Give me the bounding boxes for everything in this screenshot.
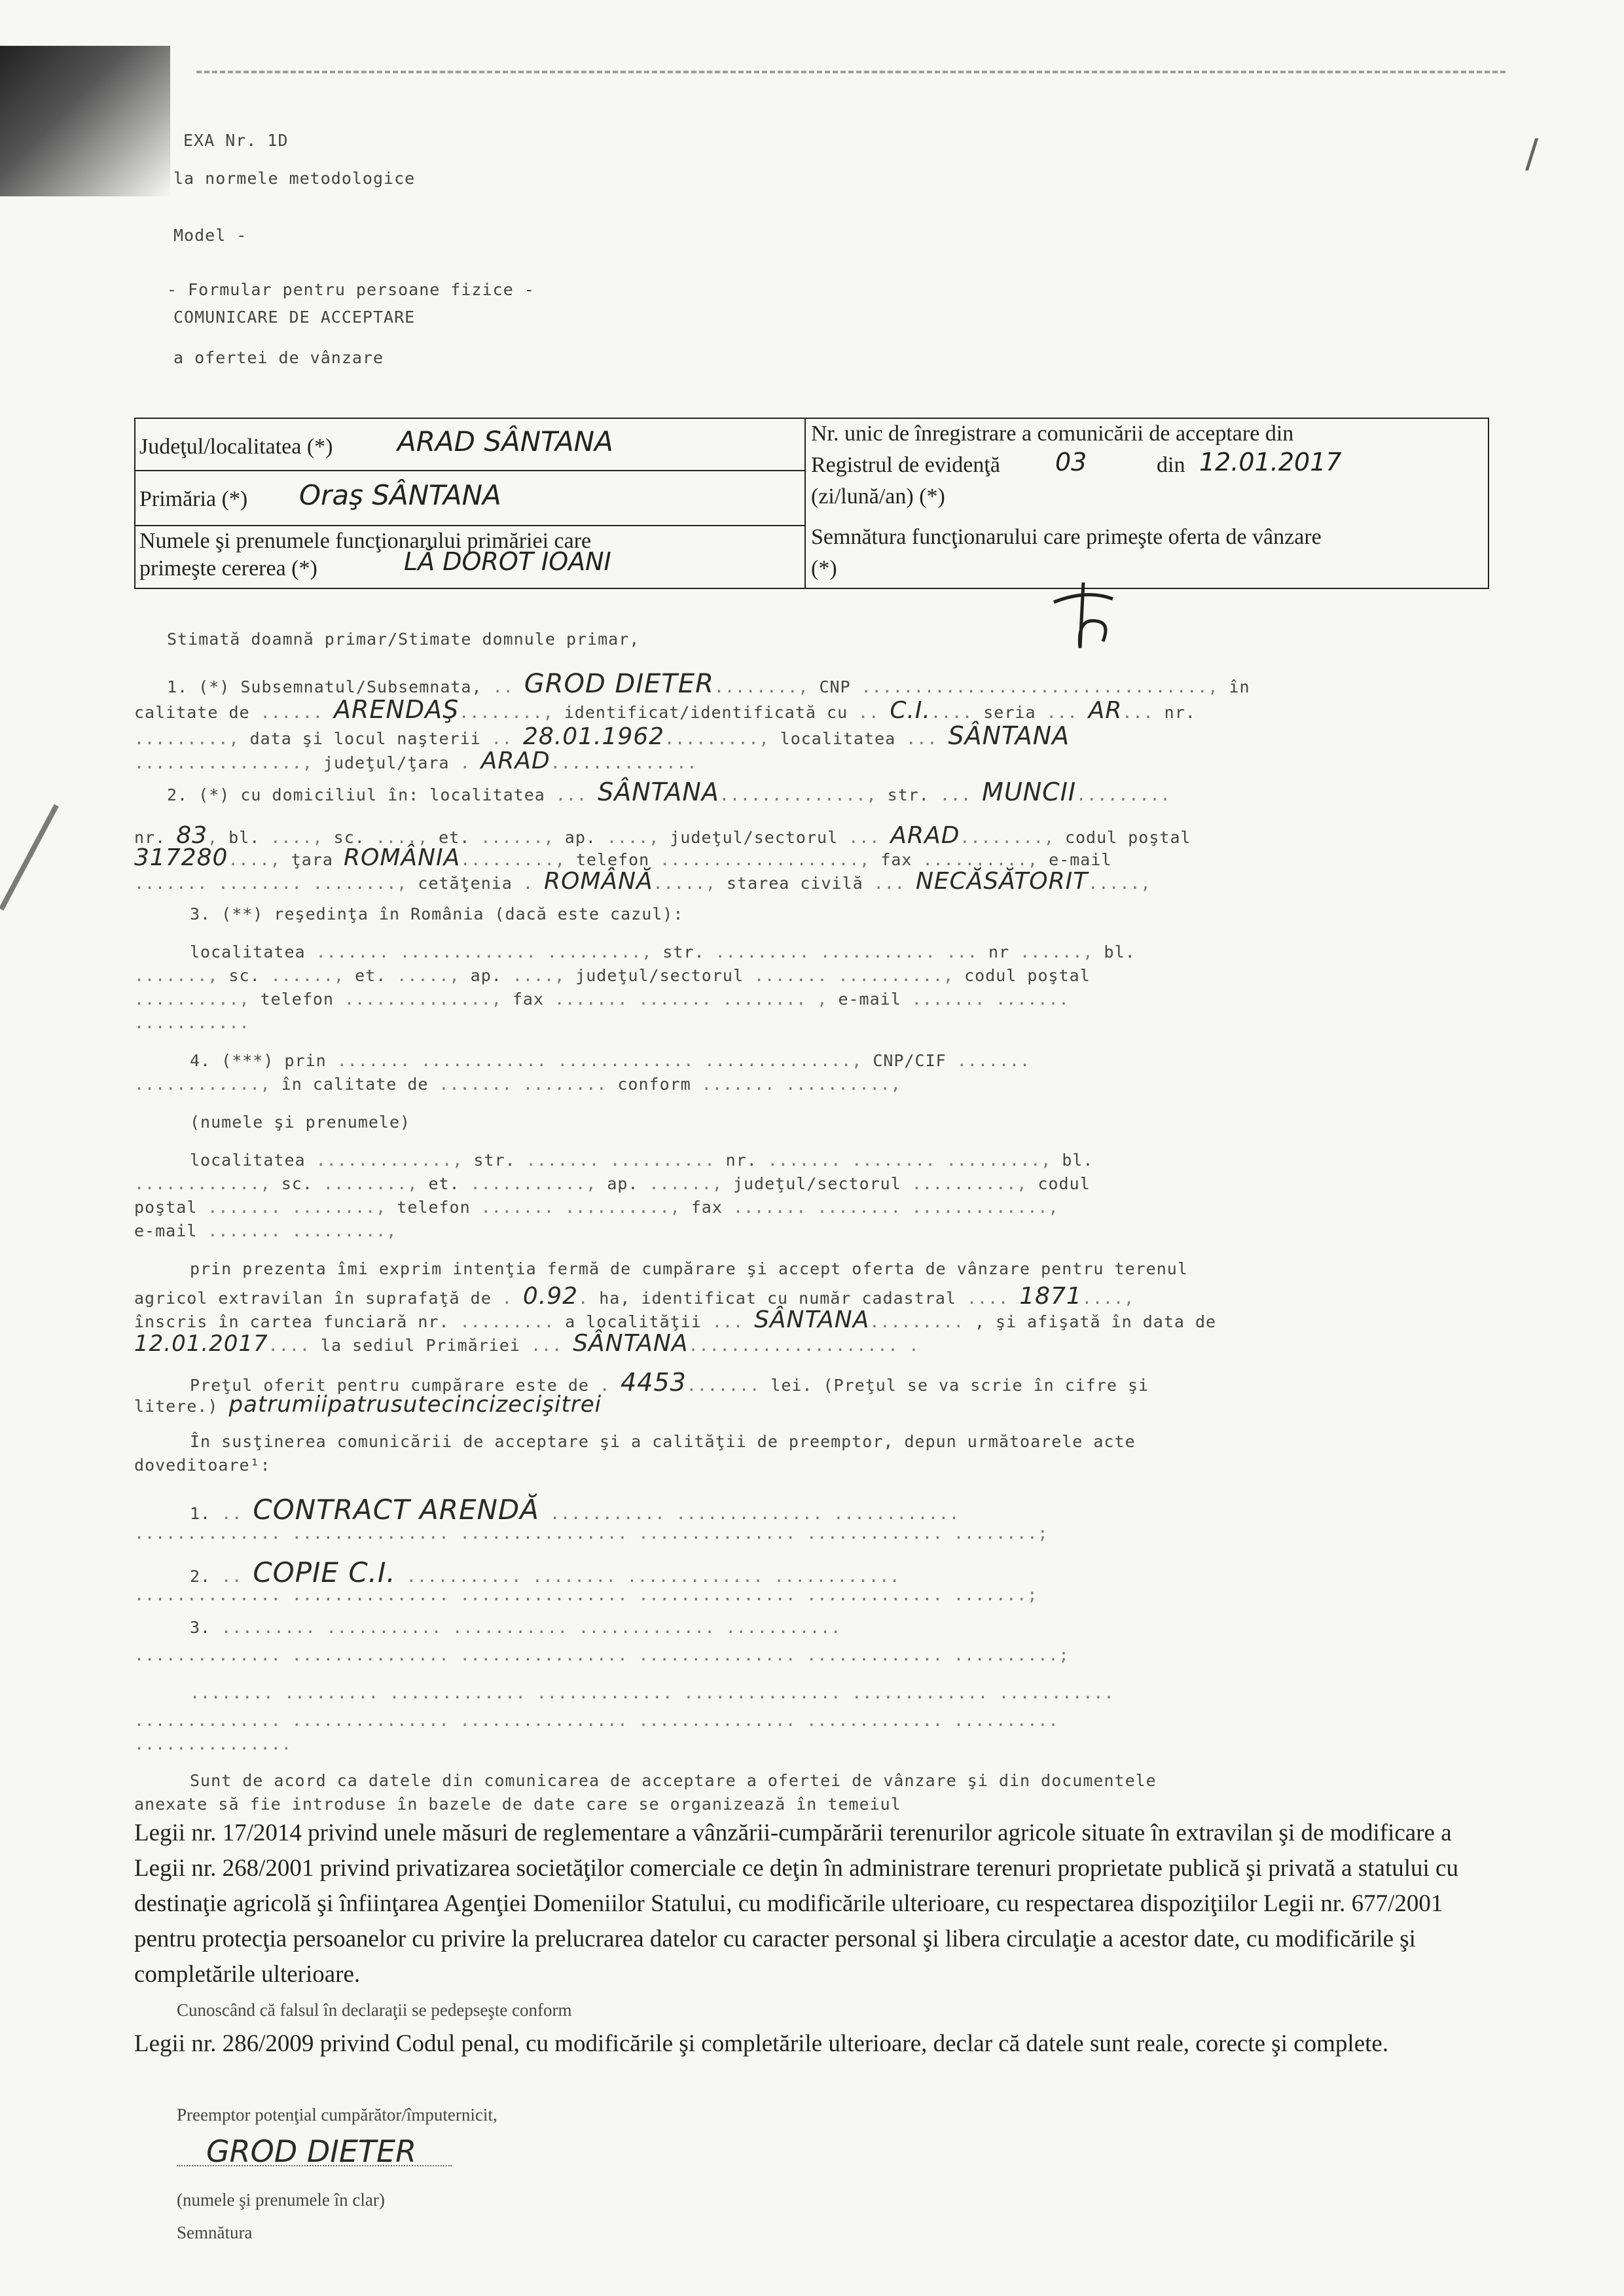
scan-shadow [0, 46, 170, 196]
capacity-label: calitate de [134, 703, 250, 722]
section-1-line-3: ........., data şi locul naşterii .. 28.01.1962........., localitatea ... SÂNTANA [134, 721, 1070, 750]
birth-locality-label: localitatea [780, 729, 896, 748]
document-2: 2. .. COPIE C.I. ........... ........ ............. ............ [190, 1556, 901, 1588]
s3-locality-label: localitatea [190, 942, 306, 961]
applicant-name-field[interactable]: GROD DIETER [524, 669, 714, 699]
zip-label: codul poştal [1064, 828, 1191, 847]
sig-label-2: (*) [811, 556, 837, 581]
s4-capacity-label: în calitate de [281, 1075, 429, 1094]
s1-label: 1. (*) Subsemnatul/Subsemnata, [167, 677, 482, 696]
civil-status-field[interactable]: NECĂSĂTORIT [915, 868, 1089, 895]
s4-nr-label: nr. [725, 1151, 757, 1170]
signature-label: Semnătura [177, 2223, 253, 2242]
official-label-2: primeşte cererea (*) [139, 556, 317, 581]
posted-date-field[interactable]: 12.01.2017 [134, 1331, 268, 1357]
table-row-divider [135, 470, 804, 471]
law-paragraph: Legii nr. 17/2014 privind unele măsuri de reglementare a vânzării-cumpărării terenurilor agricole situate în extravilan şi de modificare a Legii nr. 268/2001 privind privatizarea societăţilor comerciale ce deţin în administrare terenuri proprietate publică şi privată a statului cu destinaţie agricolă şi înfiinţarea Agenţiei Domeniilor Statului, cu modificările ulterioare, cu respectarea dispoziţiilor Legii nr. 677/2001 pentru protecţia persoanelor cu privire la prelucrarea datelor cu caracter personal şi libera circulaţie a acestor date, cu modificările şi completările ulterioare. [134, 1820, 1458, 1988]
support-line-2: doveditoare¹: [134, 1456, 271, 1475]
offer-line-4: 12.01.2017.... la sediul Primăriei ... SÂNTANA.................... . [134, 1330, 920, 1357]
official-field[interactable]: LĂ DOROT IOANI [404, 547, 611, 576]
document-3: 3. ......... ........... ........... ............. ........... [190, 1618, 842, 1637]
support-line-1: În susţinerea comunicării de acceptare şi a calităţii de preemptor, depun următoarele acte [190, 1432, 1136, 1451]
county-country-label: judeţul/ţara [323, 753, 450, 772]
posted-label: , şi afişată în data de [974, 1312, 1217, 1331]
form-type-line: - Formular pentru persoane fizice - [167, 280, 535, 299]
s4-locality-label: localitatea [190, 1151, 306, 1170]
s4-sc-label: sc. [281, 1174, 313, 1193]
section-1-line-4: ................, judeţul/ţara . ARAD.............. [134, 747, 698, 774]
scan-artifact-top [196, 71, 1506, 77]
capacity-field[interactable]: ARENDAŞ [334, 695, 460, 724]
corner-mark: / [1525, 131, 1539, 177]
official-signature [1047, 576, 1119, 655]
section-4-line-3: localitatea ............., str. ....... .......... nr. ....... ........ ........., bl. [190, 1151, 1094, 1170]
document-3-cont: .............. ............... ................ ............... ............. ..........; [134, 1645, 1070, 1664]
name-underline [177, 2165, 452, 2166]
email-label: e-mail [1049, 850, 1112, 869]
section-3-line-3: .........., telefon .............., fax ....... ....... ........ , e-mail ....... ....... [134, 990, 1070, 1009]
street-label: str. [887, 785, 929, 804]
hall-field[interactable]: Oraş SÂNTANA [299, 479, 501, 511]
consent-line-1: Sunt de acord ca datele din comunicarea de acceptare a ofertei de vânzare şi din documentele [190, 1771, 1157, 1790]
price-line-1: Preţul oferit pentru cumpărare este de . 4453....... lei. (Preţul se va scrie în cifre şi [190, 1368, 1149, 1397]
section-4-line-4: ............, sc. ........, et. ..........., ap. ......, judeţul/sectorul .........., codul [134, 1174, 1091, 1193]
preemptor-label: Preemptor potenţial cumpărător/împuternicit, [177, 2105, 497, 2125]
sc-label: sc. [333, 828, 365, 847]
civil-status-label: starea civilă [726, 874, 863, 893]
section-3-title: 3. (**) reşedinţa în România (dacă este cazul): [190, 905, 684, 924]
doc-1-field[interactable]: CONTRACT ARENDĂ [253, 1494, 539, 1526]
table-row-divider [135, 525, 804, 526]
identified-label: identificat/identificată cu [564, 703, 848, 722]
s4-cnp-label: CNP/CIF [873, 1051, 947, 1070]
county-sector-label: judeţul/sectorul [670, 828, 839, 847]
s3-zip-label: codul poştal [964, 966, 1091, 985]
citizenship-label: cetăţenia [418, 874, 513, 893]
series-label: seria [983, 703, 1036, 722]
doc-3-number: 3. [190, 1618, 211, 1637]
table-divider [804, 419, 806, 588]
citizenship-field[interactable]: ROMÂNĂ [544, 868, 653, 895]
scan-artifact-left [0, 804, 59, 911]
section-3-line-4: ........... [134, 1013, 250, 1032]
s3-nr-label: nr [988, 942, 1010, 961]
s4-street-label: str. [473, 1151, 516, 1170]
annex-number: EXA Nr. 1D [183, 131, 289, 150]
reg-label-3: (zi/lună/an) (*) [811, 484, 945, 509]
offer-line-1: prin prezenta îmi exprim intenţia fermă de cumpărare şi accept oferta de vânzare pentru terenul [190, 1259, 1188, 1278]
greeting: Stimată doamnă primar/Stimate domnule primar, [167, 630, 640, 649]
house-nr-field[interactable]: 83 [176, 822, 208, 849]
birth-label: data şi locul naşterii [249, 729, 481, 748]
series-field[interactable]: AR [1088, 697, 1123, 724]
s4-bl-label: bl. [1062, 1151, 1094, 1170]
cadastral-label: ha, identificat cu număr cadastral [599, 1289, 956, 1308]
id-type-field[interactable]: C.I. [890, 697, 931, 724]
reg-label-2b: din [1157, 453, 1185, 477]
s4-according-label: conform [617, 1075, 691, 1094]
fax-label: fax [880, 850, 912, 869]
preemptor-name-field[interactable]: GROD DIETER [206, 2134, 417, 2169]
norms-line: la normele metodologice [173, 169, 416, 188]
offer-line-3: înscris în cartea funciară nr. ......... a localităţii ... SÂNTANA......... , şi afişată în data de [134, 1306, 1217, 1333]
land-book-label: înscris în cartea funciară nr. [134, 1312, 450, 1331]
official-label-1: Numele şi prenumele funcţionarului primăriei care [139, 529, 592, 553]
s4-via-label: 4. (***) prin [190, 1051, 327, 1070]
s4-county-label: judeţul/sectorul [732, 1174, 901, 1193]
consent-line-2: anexate să fie introduse în bazele de date care se organizează în temeiul [134, 1795, 901, 1814]
id-nr-label: nr. [1164, 703, 1196, 722]
section-2-line-3: 317280...., ţara ROMÂNIA........., telefon ..................., fax .........., e-mail [134, 844, 1112, 871]
document-1: 1. .. CONTRACT ARENDĂ ........... .............. ............ [190, 1494, 960, 1526]
hall-label: Primăria (*) [139, 487, 248, 511]
price-field[interactable]: 4453 [621, 1368, 687, 1397]
registry-table [134, 418, 1489, 589]
reg-number-field[interactable]: 03 [1055, 448, 1087, 476]
section-4-line-1: 4. (***) prin ....... ............ ............. .............., CNP/CIF ....... [190, 1051, 1031, 1070]
penal-paragraph: Legii nr. 286/2009 privind Codul penal, cu modificările şi completările ulterioare, declar că datele sunt reale, corecte şi complete. [134, 2030, 1389, 2057]
offer-area-label: agricol extravilan în suprafaţă de [134, 1289, 492, 1308]
reg-label-2a: Registrul de evidenţă [811, 453, 1000, 477]
model-line: Model - [173, 226, 247, 245]
doc-2-number: 2. [190, 1567, 211, 1586]
document-2-cont: .............. ............... ................ ............... ............. .......; [134, 1585, 1038, 1604]
hall-seat-field[interactable]: SÂNTANA [573, 1330, 689, 1357]
sig-label: Semnătura funcţionarului care primeşte oferta de vânzare [811, 525, 1322, 549]
hall-seat-label: la sediul Primăriei [320, 1336, 520, 1355]
reg-label-1: Nr. unic de înregistrare a comunicării de acceptare din [811, 422, 1294, 446]
document-1-cont: .............. ............... ................ ............... ............. ........; [134, 1524, 1049, 1543]
s3-email-label: e-mail [838, 990, 901, 1009]
county-field[interactable]: ARAD SÂNTANA [397, 425, 613, 457]
s3-ap-label: ap. [470, 966, 502, 985]
locality-of-label: a localităţii [565, 1312, 702, 1331]
doc-1-number: 1. [190, 1504, 211, 1523]
et-label: et. [439, 828, 471, 847]
section-3-line-1: localitatea ....... ............. ........., str. ......... ........... ... nr ......, bl. [190, 942, 1136, 961]
street-field[interactable]: MUNCII [982, 778, 1077, 806]
s3-sc-label: sc. [228, 966, 261, 985]
s3-bl-label: bl. [1104, 942, 1136, 961]
document-extra-3: ............... [134, 1734, 292, 1753]
section-4-line-5: poştal ....... ........, telefon ....... .........., fax ....... ........ ............., [134, 1198, 1059, 1217]
section-2-line-1: 2. (*) cu domiciliul în: localitatea ... SÂNTANA.............., str. ... MUNCII......... [167, 778, 1171, 806]
domicile-county-field[interactable]: ARAD [890, 822, 960, 849]
s3-et-label: et. [355, 966, 387, 985]
document-extra-2: .............. ............... ................ ............... ............. .......... [134, 1711, 1059, 1730]
birth-locality-field[interactable]: SÂNTANA [948, 721, 1070, 750]
s4-phone-label: telefon [397, 1198, 471, 1217]
s4-ap-label: ap. [607, 1174, 639, 1193]
name-in-clear-label: (numele şi prenumele în clar) [177, 2190, 385, 2210]
area-field[interactable]: 0.92 [522, 1283, 579, 1310]
form-title: COMUNICARE DE ACCEPTARE [173, 308, 416, 327]
domicile-locality-field[interactable]: SÂNTANA [598, 778, 719, 806]
birth-county-field[interactable]: ARAD [480, 747, 550, 774]
section-1-line-1: 1. (*) Subsemnatul/Subsemnata, .. GROD DIETER........, CNP ................................., în [167, 669, 1250, 699]
s4-fax-label: fax [691, 1198, 723, 1217]
birth-date-field[interactable]: 28.01.1962 [522, 723, 665, 750]
s3-phone-label: telefon [260, 990, 334, 1009]
s4-code-label: codul [1038, 1174, 1091, 1193]
country-field[interactable]: ROMÂNIA [344, 844, 461, 871]
land-locality-field[interactable]: SÂNTANA [754, 1306, 870, 1333]
bl-label: bl. [228, 828, 261, 847]
price-line-2 [134, 1391, 602, 1418]
section-2-line-4: ....... ........ ........, cetăţenia . ROMÂNĂ....., starea civilă ... NECĂSĂTORIT....., [134, 868, 1151, 895]
section-4-line-2: ............, în calitate de ....... ........ conform ....... .........., [134, 1075, 901, 1094]
in-label: în [1229, 677, 1250, 696]
knowing-line: Cunoscând că falsul în declaraţii se pedepseşte conform [177, 2000, 572, 2020]
document-extra-1: ........ ......... ............. ............. ............... ............. ........... [190, 1683, 1115, 1702]
zip-field[interactable]: 317280 [134, 844, 228, 871]
s3-street-label: str. [662, 942, 705, 961]
s3-county-label: judeţul/sectorul [575, 966, 744, 985]
ap-label: ap. [564, 828, 596, 847]
s4-postal-label: poştal [134, 1198, 198, 1217]
nr-label: nr. [134, 828, 166, 847]
s4-name-hint: (numele şi prenumele) [190, 1113, 411, 1132]
section-3-line-2: ......., sc. ......, et. ....., ap. ...., judeţul/sectorul ....... .........., codul poştal [134, 966, 1091, 985]
price-words-field[interactable]: patrumiipatrusutecincizecişitrei [228, 1391, 602, 1418]
section-2-line-2: nr. 83, bl. ...., sc. ...., et. ......, ap. ...., judeţul/sectorul ... ARAD........, codul poştal [134, 822, 1191, 849]
cadastral-field[interactable]: 1871 [1019, 1283, 1082, 1310]
county-label: Judeţul/localitatea (*) [139, 435, 333, 459]
country-label: ţara [291, 850, 333, 869]
reg-date-field[interactable]: 12.01.2017 [1199, 448, 1342, 476]
doc-2-field[interactable]: COPIE C.I. [253, 1556, 396, 1588]
offer-line-2: agricol extravilan în suprafaţă de . 0.92. ha, identificat cu număr cadastral .... 1871...., [134, 1283, 1135, 1310]
s4-email-label: e-mail [134, 1221, 198, 1240]
price-label: Preţul oferit pentru cumpărare este de [190, 1376, 589, 1395]
domicile-label: 2. (*) cu domiciliul în: localitatea [167, 785, 545, 804]
section-1-line-2: calitate de ...... ARENDAŞ........, identificat/identificată cu .. C.I..... seria ... AR... nr. [134, 695, 1196, 724]
phone-label: telefon [575, 850, 650, 869]
section-4-line-6: e-mail ....... ........., [134, 1221, 397, 1240]
form-subtitle: a ofertei de vânzare [173, 348, 384, 367]
s3-fax-label: fax [512, 990, 545, 1009]
s4-et-label: et. [428, 1174, 460, 1193]
cnp-label: CNP [819, 677, 851, 696]
price-hint: lei. (Preţul se va scrie în cifre şi [770, 1376, 1149, 1395]
price-words-label: litere.) [134, 1397, 219, 1416]
